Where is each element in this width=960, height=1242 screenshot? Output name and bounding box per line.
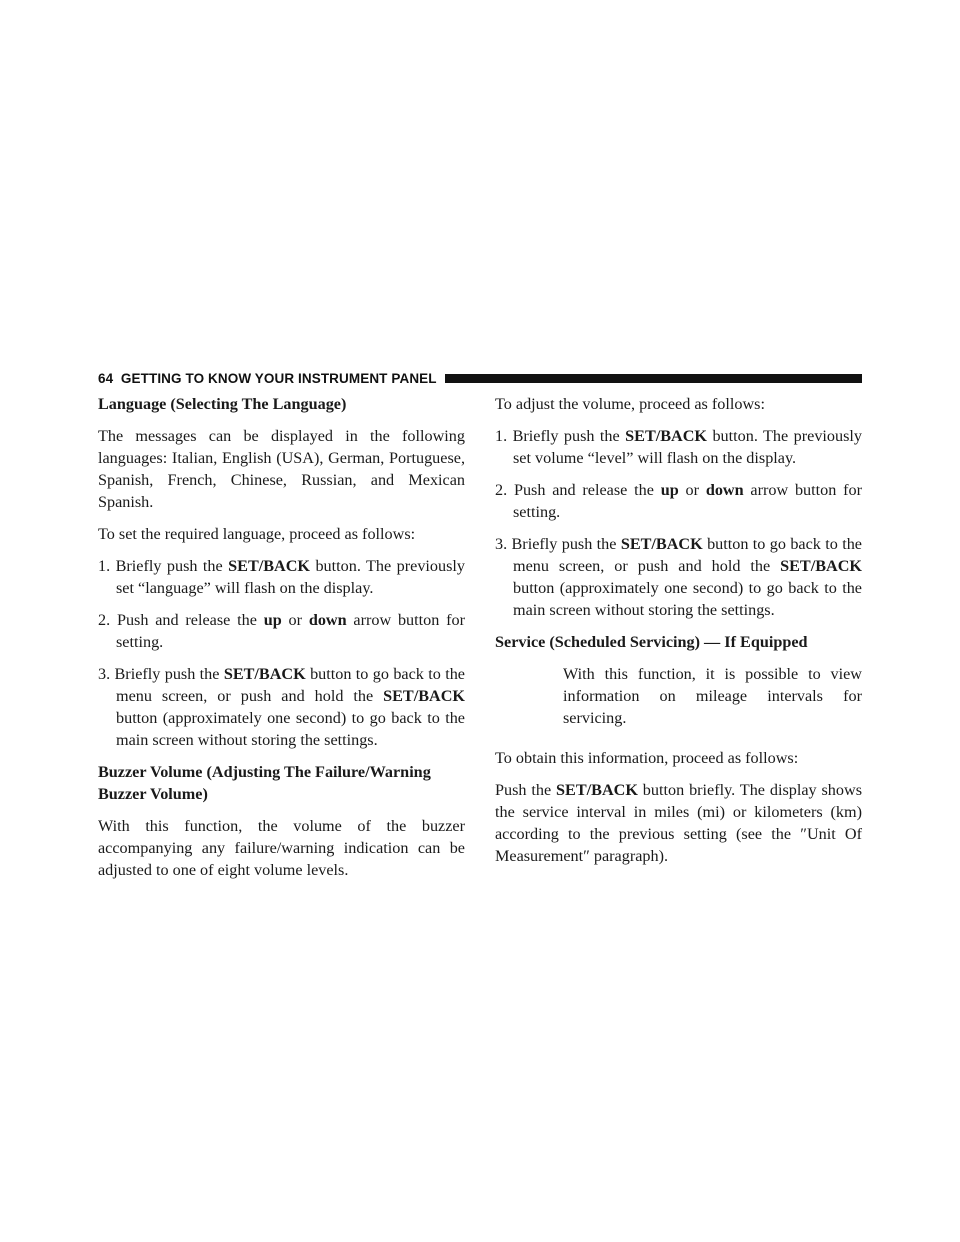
service-setup: To obtain this information, proceed as follows: xyxy=(495,749,799,767)
service-step: Push the SET/BACK button briefly. The display shows the service interval in miles (mi) or kilometers (km) according to the previous setting (see the ″Unit Of Measurement″ paragraph). xyxy=(495,781,862,865)
header-text xyxy=(98,371,437,386)
buzzer-intro: With this function, the volume of the buzzer accompanying any failure/warning indication can be adjusted to one of eight volume levels. xyxy=(98,817,465,879)
header-rule xyxy=(445,374,862,383)
left-column xyxy=(98,393,465,891)
right-column xyxy=(495,393,862,877)
service-intro: With this function, it is possible to view information on mileage intervals for servicing. xyxy=(563,665,862,727)
volume-step-3: 3. Briefly push the SET/BACK button to go back to the menu screen, or push and hold the SET/BACK button (approximately one second) to go back to the main screen without storing the settings. xyxy=(495,535,862,619)
language-step-2: 2. Push and release the up or down arrow button for setting. xyxy=(98,611,465,651)
volume-setup: To adjust the volume, proceed as follows: xyxy=(495,395,765,413)
language-step-1: 1. Briefly push the SET/BACK button. The previously set “language” will flash on the display. xyxy=(98,557,465,597)
service-heading: Service (Scheduled Servicing) — If Equipped xyxy=(495,633,808,651)
language-heading: Language (Selecting The Language) xyxy=(98,395,347,413)
page-header xyxy=(98,370,862,386)
section-title: GETTING TO KNOW YOUR INSTRUMENT PANEL xyxy=(120,370,437,386)
language-step-3: 3. Briefly push the SET/BACK button to go back to the menu screen, or push and hold the SET/BACK button (approximately one second) to go back to the main screen without storing the settings. xyxy=(98,665,465,749)
volume-step-1: 1. Briefly push the SET/BACK button. The previously set volume “level” will flash on the display. xyxy=(495,427,862,467)
language-intro: The messages can be displayed in the following languages: Italian, English (USA), German, Portuguese, Spanish, French, Chinese, Russian, and Mexican Spanish. xyxy=(98,427,465,511)
page-number: 64 xyxy=(98,370,114,386)
volume-step-2: 2. Push and release the up or down arrow button for setting. xyxy=(495,481,862,521)
language-setup: To set the required language, proceed as follows: xyxy=(98,525,416,543)
buzzer-heading: Buzzer Volume (Adjusting The Failure/Warning Buzzer Volume) xyxy=(98,763,431,803)
